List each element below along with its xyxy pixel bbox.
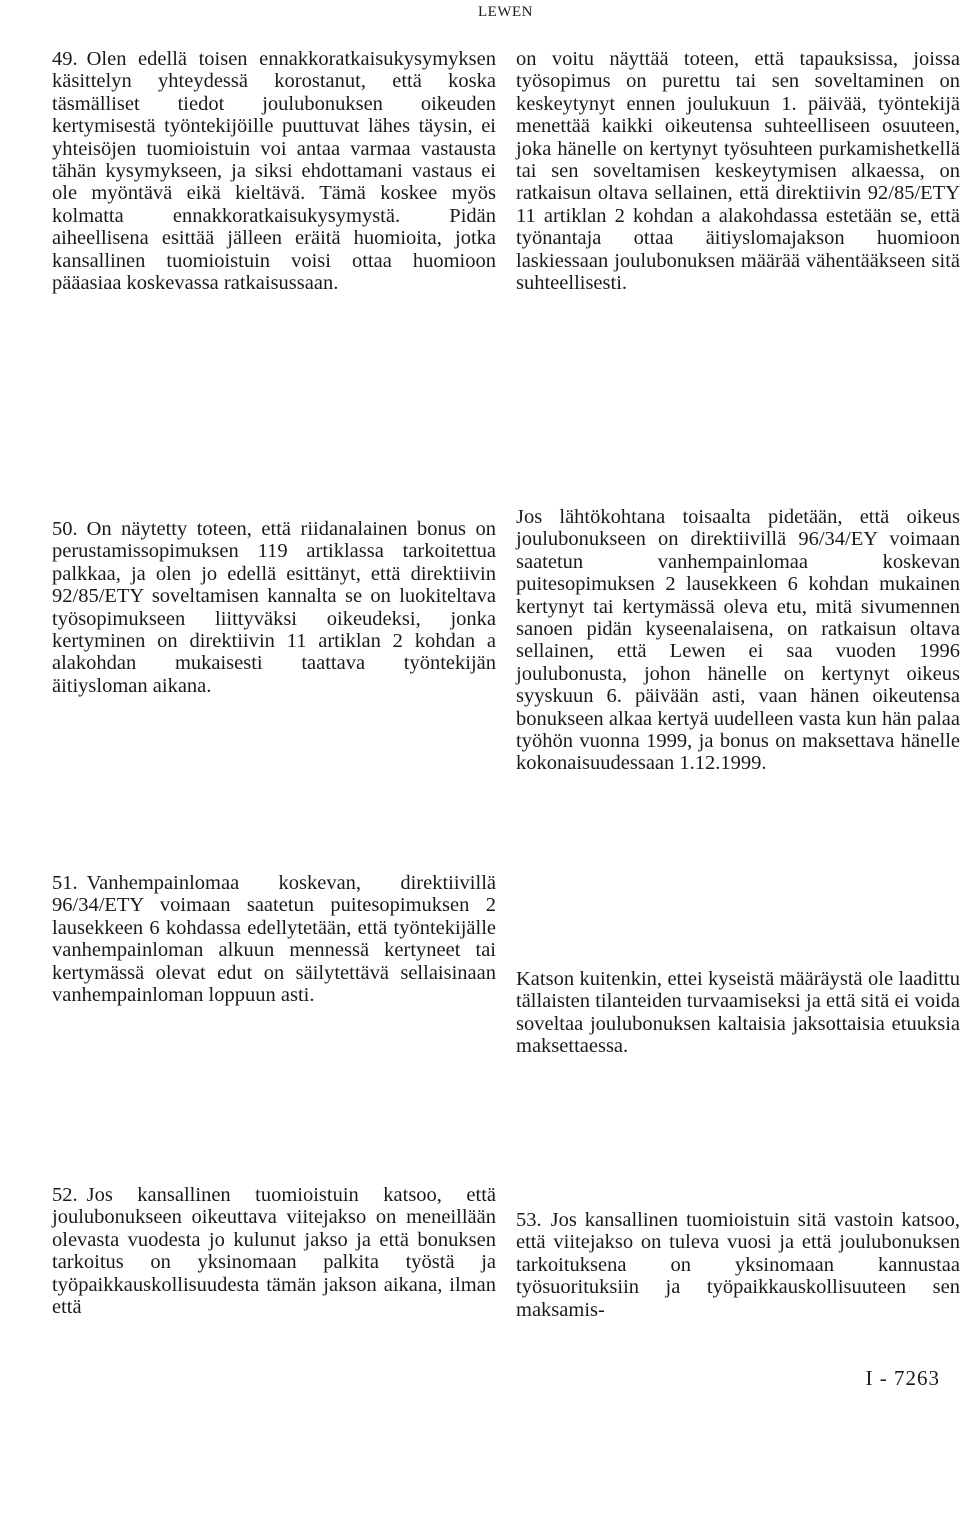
paragraph-number: 49. — [52, 48, 78, 70]
paragraph-number: 52. — [52, 1184, 78, 1206]
paragraph-text: Olen edellä toisen ennakkoratkaisukysymyksen käsittelyn yhteydessä korostanut, että koska täsmälliset tiedot joulubonuksen oikeuden kertymisestä työntekijöille puuttuvat lähes täysin, ei yhteisöjen tuomioistuin voi antaa varmaa vastausta tähän kysymykseen, ja siksi ehdottamani vastaus ei ole myöntävä eikä kieltävä. Tämä koskee myös kolmatta ennakkoratkaisukysymystä. Pidän aiheellisena esittää jälleen eräitä huomioita, jotka kansallinen tuomioistuin voisi ottaa huomioon pääasiaa koskevassa ratkaisussaan. — [52, 48, 496, 295]
paragraph-text: on voitu näyttää toteen, että tapauksissa, joissa työsopimus on purettu tai sen soveltaminen on keskeytynyt ennen joulukuun 1. päivää, työntekijä menettää kaikki oikeutensa suhteelliseen osuuteen, joka hänelle on kertynyt työsuhteen purkamishetkellä tai sen soveltamisen keskeytymisen alkaessa, on ratkaisun oltava sellainen, että direktiivin 92/85/ETY 11 artiklan 2 kohdan a alakohdassa estetään se, että työnantaja ottaa äitiyslomajakson huomioon laskiessaan joulubonuksen määrää vähentääkseen sitä suhteellisesti. — [516, 48, 960, 295]
paragraph-number: 51. — [52, 872, 78, 894]
paragraph-52 — [52, 1184, 496, 1318]
paragraph-49-continued — [516, 48, 960, 294]
paragraph-number: 53. — [516, 1209, 542, 1231]
paragraph-text: Jos lähtökohtana toisaalta pidetään, että oikeus joulubonukseen on direktiivillä 96/34/EY voimaan saatetun vanhempainlomaa koskevan puitesopimuksen 2 lausekkeen 6 kohdan mukainen kertynyt tai kertymässä oleva etu, mitä sivumennen sanoen pidän kyseenalaisena, on ratkaisun oltava sellainen, että Lewen ei saa vuoden 1996 joulubonusta, johon hänelle on kertynyt oikeus syyskuun 6. päivään asti, vaan hänen oikeutensa bonukseen alkaa kertyä uudelleen vasta kun hän palaa työhön vuonna 1999, ja bonus on maksettava hänelle kokonaisuudessaan 1.12.1999. — [516, 506, 960, 775]
paragraph-49 — [52, 48, 496, 294]
paragraph-51-right — [516, 968, 960, 1058]
paragraph-51 — [52, 872, 496, 1006]
paragraph-50-right — [516, 506, 960, 775]
running-header: LEWEN — [478, 4, 533, 20]
paragraph-text: On näytetty toteen, että riidanalainen bonus on perustamissopimuksen 119 artiklassa tarkoitettua palkkaa, ja olen jo edellä esittänyt, että direktiivin 92/85/ETY soveltamisen kannalta se on luokiteltava työsopimukseen liittyväksi oikeudeksi, jonka kertyminen on direktiivin 11 artiklan 2 kohdan a alakohdan mukaisesti taattava työntekijän äitiysloman aikana. — [52, 518, 496, 697]
paragraph-text: Vanhempainlomaa koskevan, direktiivillä 96/34/ETY voimaan saatetun puitesopimuksen 2 lausekkeen 6 kohdassa edellytetään, että työntekijälle vanhempainloman alkuun mennessä kertyneet tai kertymässä olevat edut on säilytettävä sellaisinaan vanhempainloman loppuun asti. — [52, 872, 496, 1007]
paragraph-50 — [52, 518, 496, 697]
paragraph-text: Jos kansallinen tuomioistuin katsoo, että joulubonukseen oikeuttava viitejakso on meneillään olevasta vuodesta jo kulunut jakso ja että bonuksen tarkoitus on yksinomaan palkita työstä ja työpaikkauskollisuudesta tämän jakson aikana, ilman että — [52, 1184, 496, 1319]
paragraph-number: 50. — [52, 518, 78, 540]
paragraph-text: Katson kuitenkin, ettei kyseistä määräystä ole laadittu tällaisten tilanteiden turvaamiseksi ja että sitä ei voida soveltaa joulubonuksen kaltaisia jaksottaisia etuuksia maksettaessa. — [516, 968, 960, 1058]
paragraph-53 — [516, 1209, 960, 1321]
page-number: I - 7263 — [865, 1366, 940, 1390]
paragraph-text: Jos kansallinen tuomioistuin sitä vastoin katsoo, että viitejakso on tuleva vuosi ja että joulubonuksen tarkoituksena on yksinomaan kannustaa työsuorituksiin ja työpaikkauskollisuuteen sen maksamis- — [516, 1209, 960, 1321]
